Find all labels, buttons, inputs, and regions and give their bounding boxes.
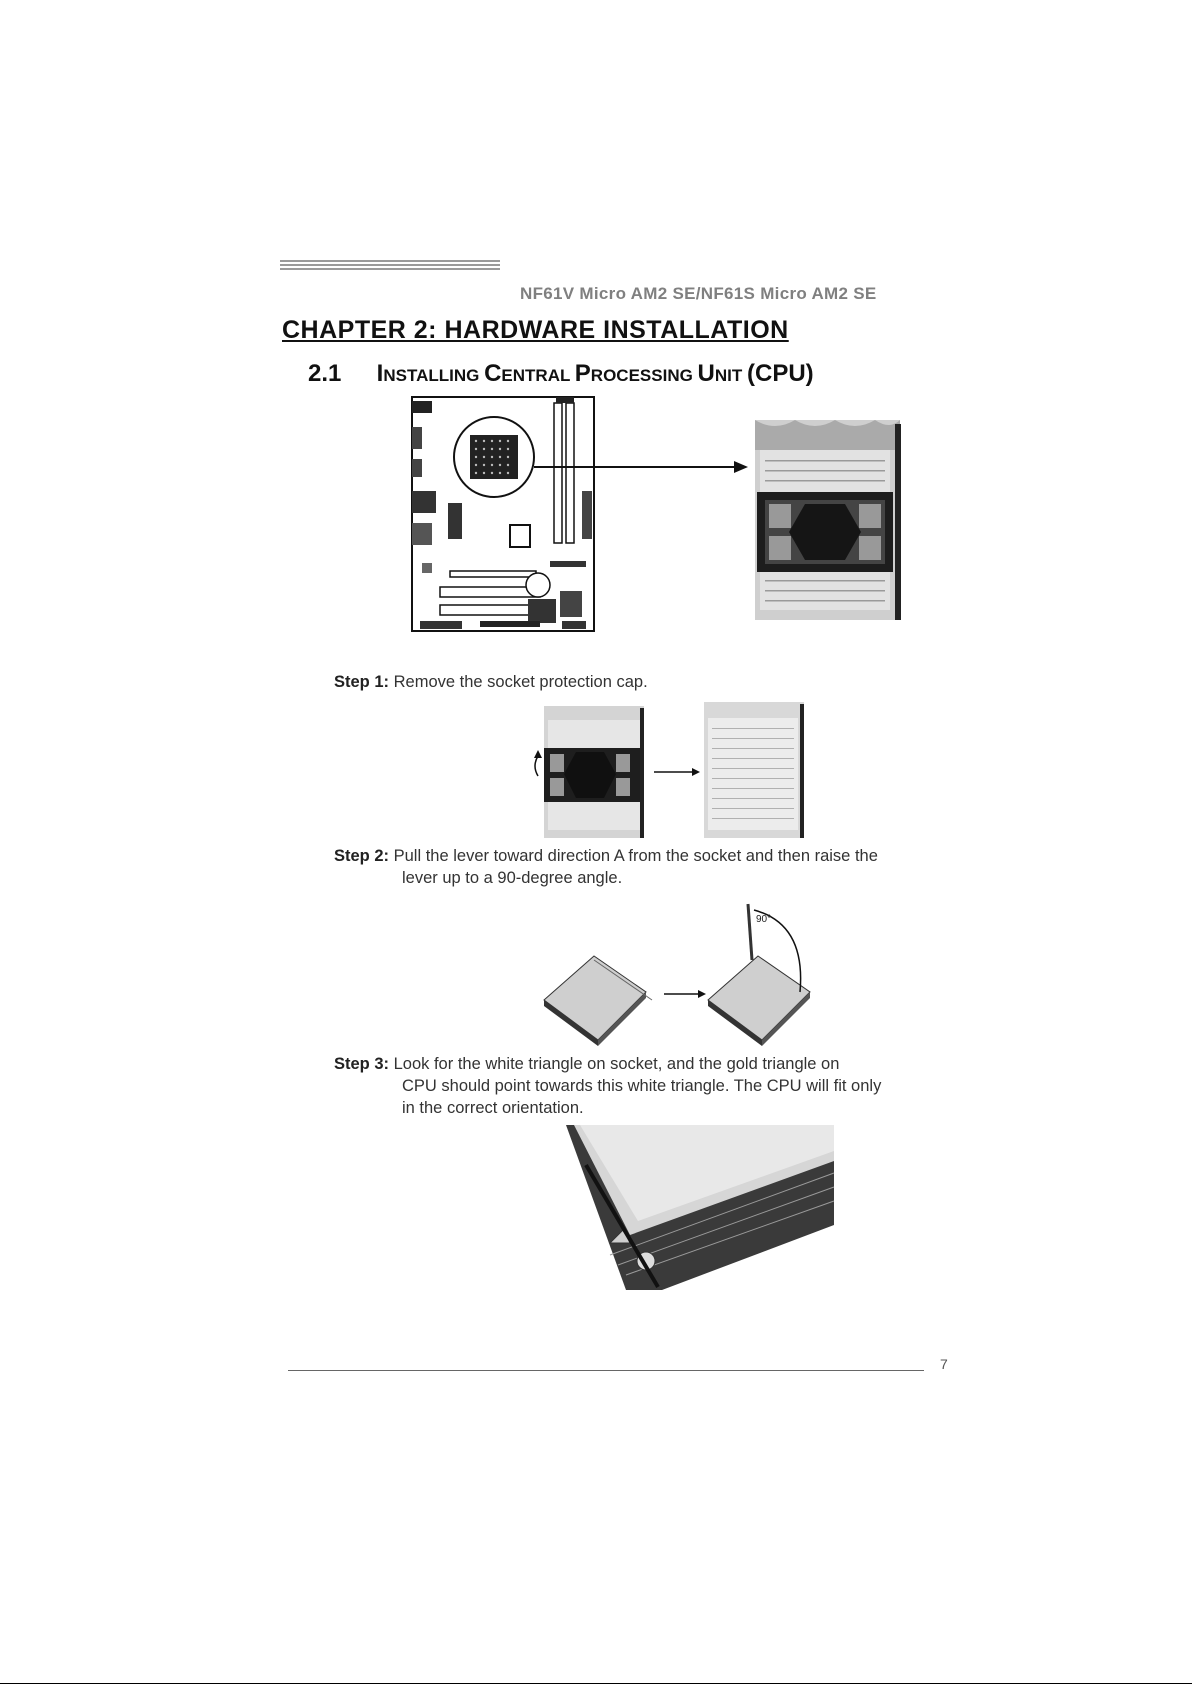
step-label: Step 2: xyxy=(334,847,390,865)
step-label: Step 1: xyxy=(334,673,390,691)
svg-text:90°: 90° xyxy=(756,914,772,925)
socket-with-cap-photo xyxy=(755,420,915,620)
step-text: Pull the lever toward direction A from the socket and then raise the xyxy=(393,847,878,865)
callout-arrow xyxy=(534,460,754,480)
raise-lever-figure xyxy=(540,900,820,1050)
step-text-cont: lever up to a 90-degree angle. xyxy=(402,869,623,887)
step-3 xyxy=(334,1053,881,1119)
footer-rule xyxy=(288,1370,924,1371)
step-text: Remove the socket protection cap. xyxy=(393,673,648,691)
step-text-cont: CPU should point towards this white triangle. The CPU will fit only xyxy=(402,1077,882,1095)
section-heading xyxy=(308,360,814,388)
motherboard-diagram xyxy=(410,395,600,635)
chapter-title: CHAPTER 2: HARDWARE INSTALLATION xyxy=(282,316,789,344)
remove-cap-figure xyxy=(532,702,812,842)
header-title: NF61V Micro AM2 SE/NF61S Micro AM2 SE xyxy=(520,284,877,303)
step-label: Step 3: xyxy=(334,1055,390,1073)
section-number: 2.1 xyxy=(308,360,342,387)
section-title: INSTALLING CENTRAL PROCESSING UNIT (CPU) xyxy=(376,360,814,387)
page-edge-rule xyxy=(0,1683,1192,1684)
step-text-cont: in the correct orientation. xyxy=(402,1099,584,1117)
cpu-orientation-photo xyxy=(550,1125,834,1290)
step-1 xyxy=(334,671,648,693)
step-text: Look for the white triangle on socket, and the gold triangle on xyxy=(393,1055,840,1073)
page-number: 7 xyxy=(940,1356,948,1372)
step-2 xyxy=(334,845,878,889)
header-rule xyxy=(280,260,500,272)
